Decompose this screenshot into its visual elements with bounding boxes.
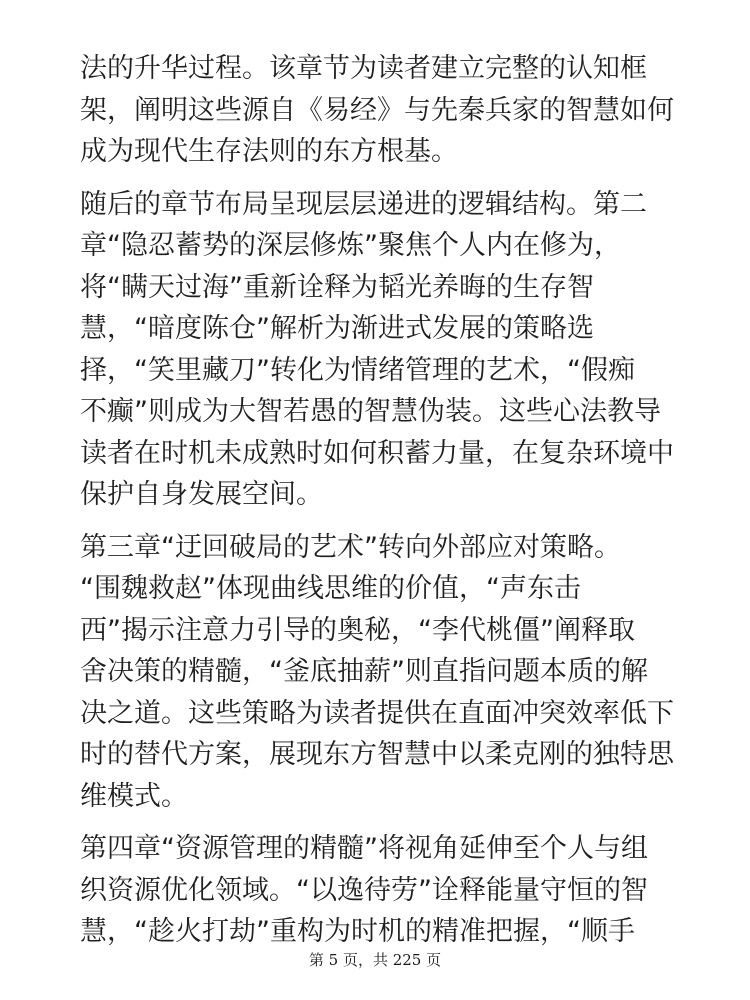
text-line: 读者在时机未成熟时如何积蓄力量，在复杂环境中 bbox=[80, 437, 674, 469]
text-line: 决之道。这些策略为读者提供在直面冲突效率低下 bbox=[80, 697, 674, 729]
text-line: 架，阐明这些源自《易经》与先秦兵家的智慧如何 bbox=[80, 94, 674, 126]
text-line: 慧，“暗度陈仓”解析为渐进式发展的策略选 bbox=[80, 313, 594, 344]
text-line: 择，“笑里藏刀”转化为情绪管理的艺术，“假痴 bbox=[80, 354, 635, 386]
text-line: 成为现代生存法则的东方根基。 bbox=[80, 136, 458, 167]
paragraph bbox=[80, 828, 670, 953]
text-line: 西”揭示注意力引导的奥秘，“李代桃僵”阐释取 bbox=[80, 614, 635, 646]
document-body bbox=[80, 48, 674, 964]
text-line: 法的升华过程。该章节为读者建立完整的认知框 bbox=[80, 53, 647, 84]
paragraph bbox=[80, 48, 674, 173]
text-line: 时的替代方案，展现东方智慧中以柔克刚的独特思 bbox=[80, 739, 674, 770]
text-line: 维模式。 bbox=[80, 780, 188, 812]
paragraph bbox=[80, 527, 674, 818]
text-line: 织资源优化领域。“以逸待劳”诠释能量守恒的智 bbox=[80, 874, 648, 906]
text-line: 慧，“趁火打劫”重构为时机的精准把握，“顺手 bbox=[80, 916, 635, 947]
text-line: 将“瞒天过海”重新诠释为韬光养晦的生存智 bbox=[80, 271, 594, 303]
text-line: “围魏救赵”体现曲线思维的价值，“声东击 bbox=[80, 573, 581, 604]
text-line: 章“隐忍蓄势的深层修炼”聚焦个人内在修为， bbox=[80, 230, 621, 261]
page-number-footer: 第 5 页，共 225 页 bbox=[308, 951, 442, 969]
text-line: 保护自身发展空间。 bbox=[80, 479, 323, 510]
text-line: 第四章“资源管理的精髓”将视角延伸至个人与组 bbox=[80, 833, 648, 864]
paragraph bbox=[80, 184, 674, 516]
text-line: 舍决策的精髓，“釜底抽薪”则直指问题本质的解 bbox=[80, 656, 648, 687]
text-line: 不癫”则成为大智若愚的智慧伪装。这些心法教导 bbox=[80, 396, 661, 427]
text-line: 第三章“迂回破局的艺术”转向外部应对策略。 bbox=[80, 531, 621, 563]
text-line: 随后的章节布局呈现层层递进的逻辑结构。第二 bbox=[80, 188, 647, 220]
